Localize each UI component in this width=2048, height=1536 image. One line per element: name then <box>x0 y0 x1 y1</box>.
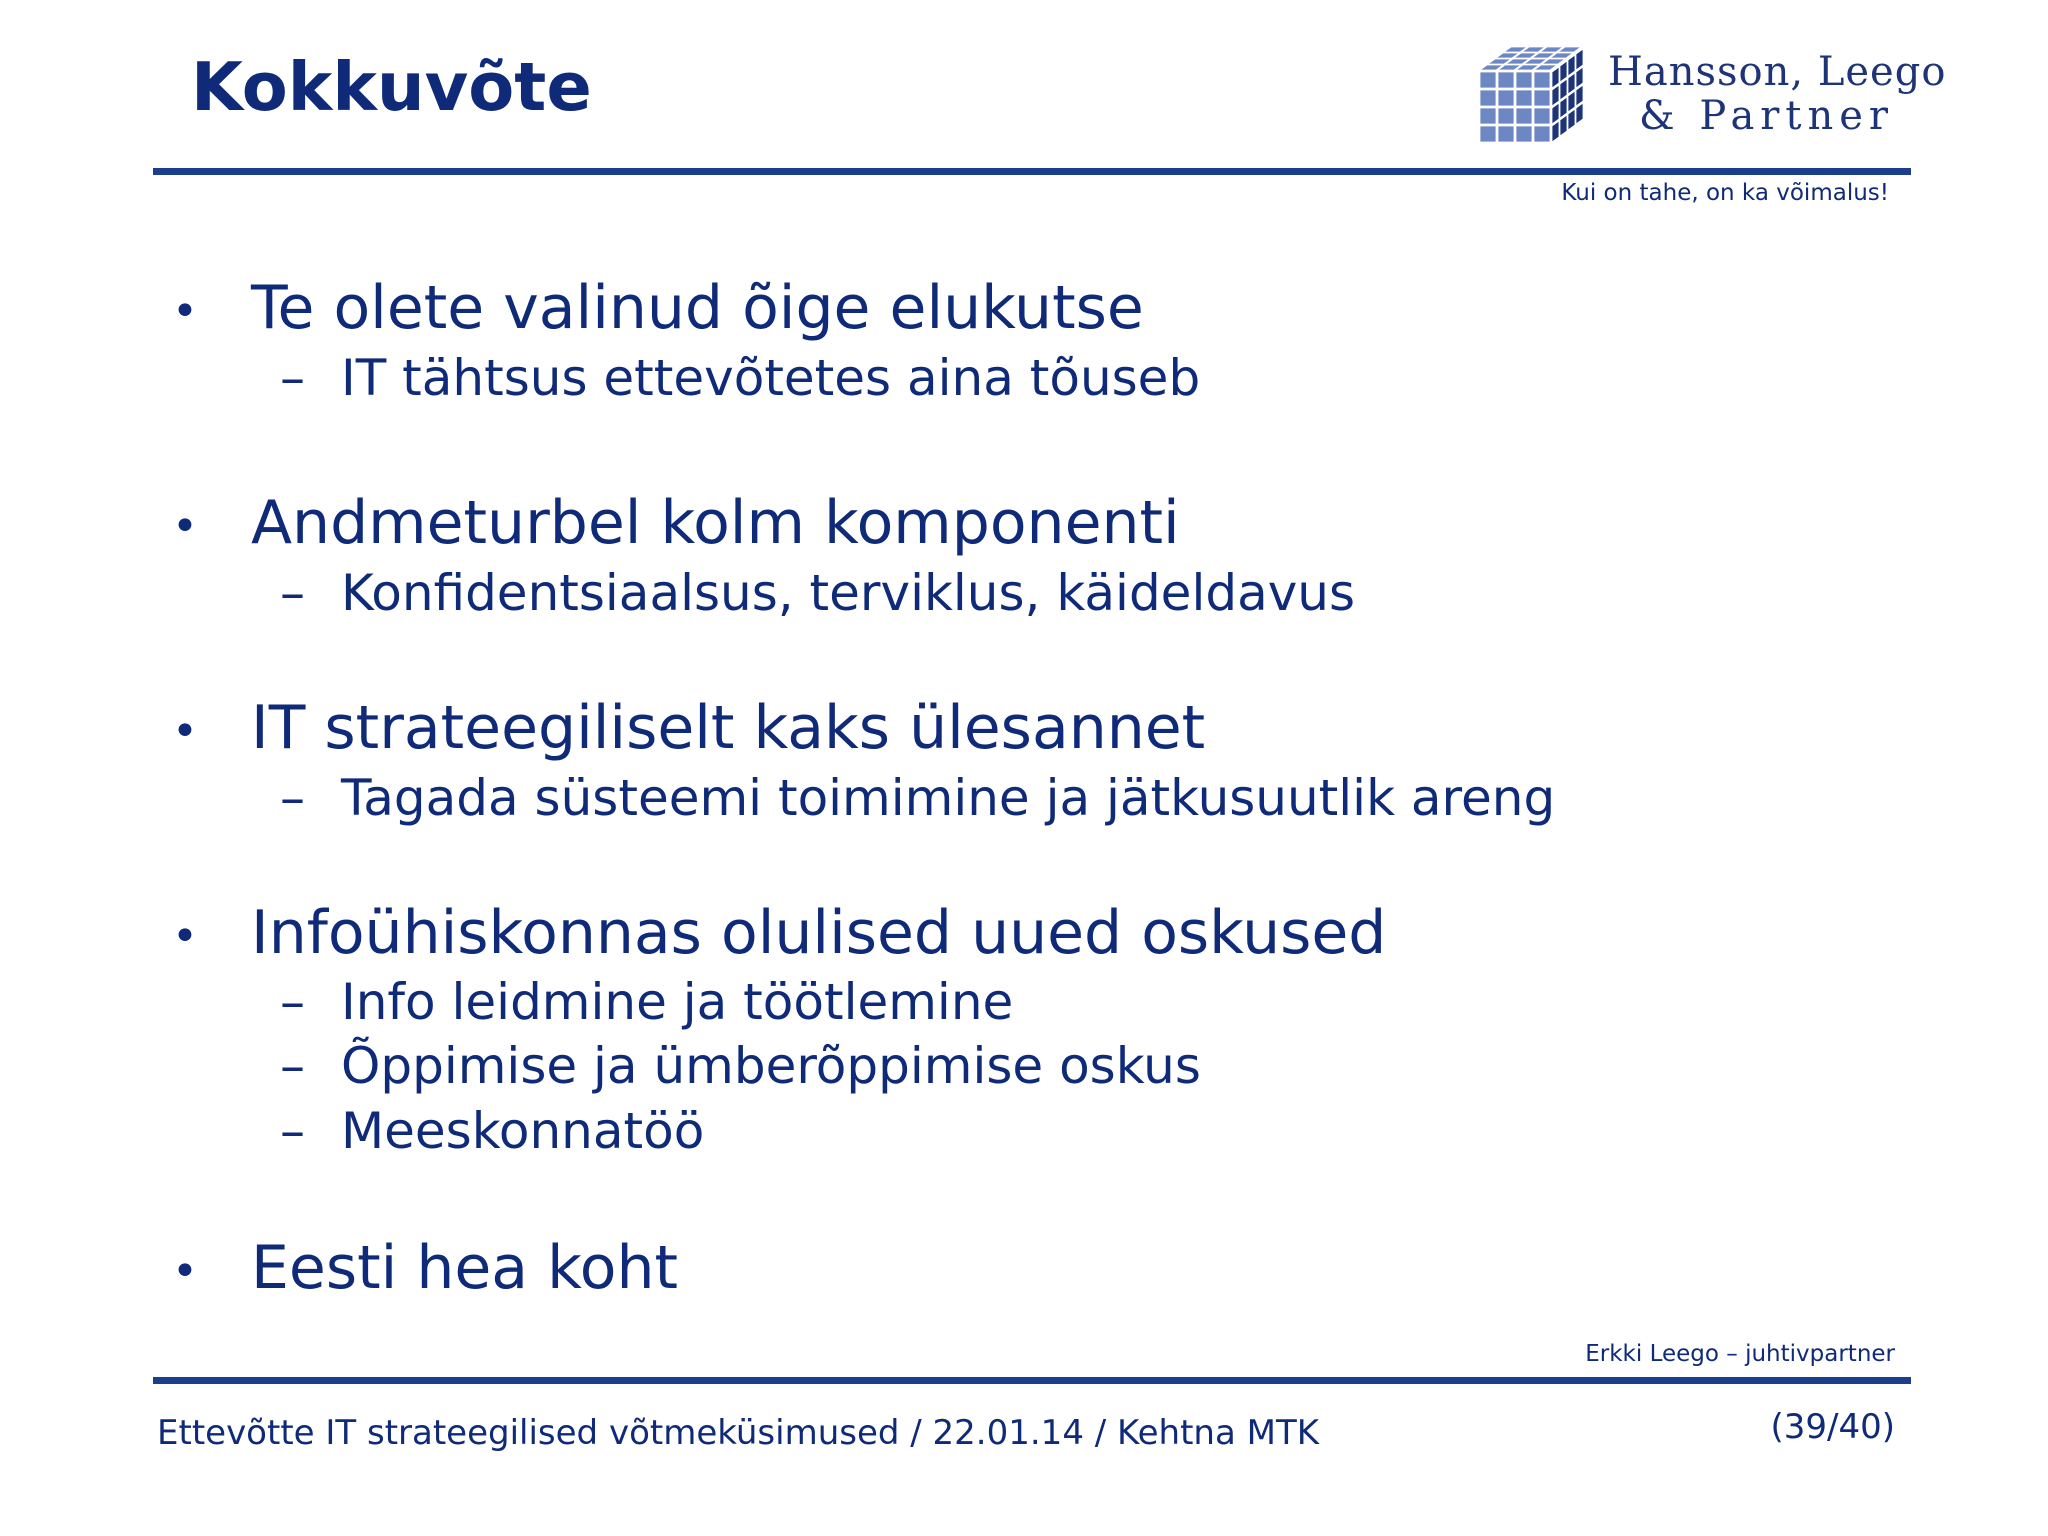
cube-cell <box>1568 91 1575 112</box>
cube-cell <box>1480 72 1496 88</box>
bullet-marker: • <box>172 911 198 962</box>
cube-cell <box>1568 55 1575 76</box>
cube-cell <box>1576 85 1583 106</box>
sub-bullet-marker: – <box>280 1102 305 1160</box>
cube-cell <box>1552 103 1559 124</box>
bullet-marker: • <box>172 706 198 757</box>
header-divider <box>153 168 1911 175</box>
cube-cell <box>1498 126 1514 142</box>
bullet-item-4: Infoühiskonnas olulised uued oskused <box>251 898 1387 968</box>
cube-cell <box>1552 67 1559 88</box>
cube-cell <box>1560 97 1567 118</box>
sub-bullet-marker: – <box>280 564 305 622</box>
sub-bullet-marker: – <box>280 349 305 407</box>
cube-cell <box>1480 126 1496 142</box>
sub-bullet-item: Tagada süsteemi toimimine ja jätkusuutlik areng <box>341 769 1556 827</box>
logo-text-line2: & Partner <box>1639 93 1895 139</box>
author-credit: Erkki Leego – juhtivpartner <box>1585 1341 1895 1367</box>
cube-cell <box>1516 90 1532 106</box>
bullet-marker: • <box>172 1246 198 1297</box>
cube-cell <box>1480 90 1496 106</box>
slogan: Kui on tahe, on ka võimalus! <box>1561 180 1889 206</box>
cube-cell <box>1516 126 1532 142</box>
sub-bullet-marker: – <box>280 769 305 827</box>
bullet-item-1: Te olete valinud õige elukutse <box>251 273 1144 343</box>
footer-text: Ettevõtte IT strateegilised võtmeküsimused / 22.01.14 / Kehtna MTK <box>157 1413 1320 1453</box>
bullet-marker: • <box>172 501 198 552</box>
cube-cell <box>1576 103 1583 124</box>
cube-cell <box>1534 90 1550 106</box>
slide-title: Kokkuvõte <box>191 48 592 126</box>
cube-cell <box>1568 73 1575 94</box>
cube-cell <box>1576 67 1583 88</box>
cube-cell <box>1552 121 1559 142</box>
sub-bullet-item: Info leidmine ja töötlemine <box>341 973 1014 1031</box>
cube-cell <box>1516 72 1532 88</box>
footer-divider <box>153 1377 1911 1384</box>
cube-cell <box>1576 49 1583 70</box>
cube-logo-icon <box>1472 42 1596 152</box>
cube-cell <box>1560 115 1567 136</box>
page-number: (39/40) <box>1770 1407 1895 1447</box>
sub-bullet-marker: – <box>280 1037 305 1095</box>
bullet-item-5: Eesti hea koht <box>251 1233 679 1303</box>
cube-cell <box>1534 72 1550 88</box>
cube-cell <box>1498 90 1514 106</box>
bullet-marker: • <box>172 286 198 337</box>
bullet-item-3: IT strateegiliselt kaks ülesannet <box>251 693 1206 763</box>
sub-bullet-item: Konfidentsiaalsus, terviklus, käideldavus <box>341 564 1356 622</box>
cube-cell <box>1552 85 1559 106</box>
sub-bullet-item: Õppimise ja ümberõppimise oskus <box>341 1037 1201 1095</box>
cube-cell <box>1480 108 1496 124</box>
sub-bullet-item: IT tähtsus ettevõtetes aina tõuseb <box>341 349 1201 407</box>
cube-cell <box>1498 72 1514 88</box>
bullet-item-2: Andmeturbel kolm komponenti <box>251 488 1180 558</box>
cube-cell <box>1534 108 1550 124</box>
cube-cell <box>1534 126 1550 142</box>
cube-cell <box>1568 109 1575 130</box>
sub-bullet-marker: – <box>280 973 305 1031</box>
cube-cell <box>1498 108 1514 124</box>
cube-cell <box>1560 79 1567 100</box>
cube-cell <box>1560 61 1567 82</box>
cube-cell <box>1516 108 1532 124</box>
logo-text-line1: Hansson, Leego <box>1608 49 1947 95</box>
company-logo <box>1472 42 1952 152</box>
sub-bullet-item: Meeskonnatöö <box>341 1102 705 1160</box>
